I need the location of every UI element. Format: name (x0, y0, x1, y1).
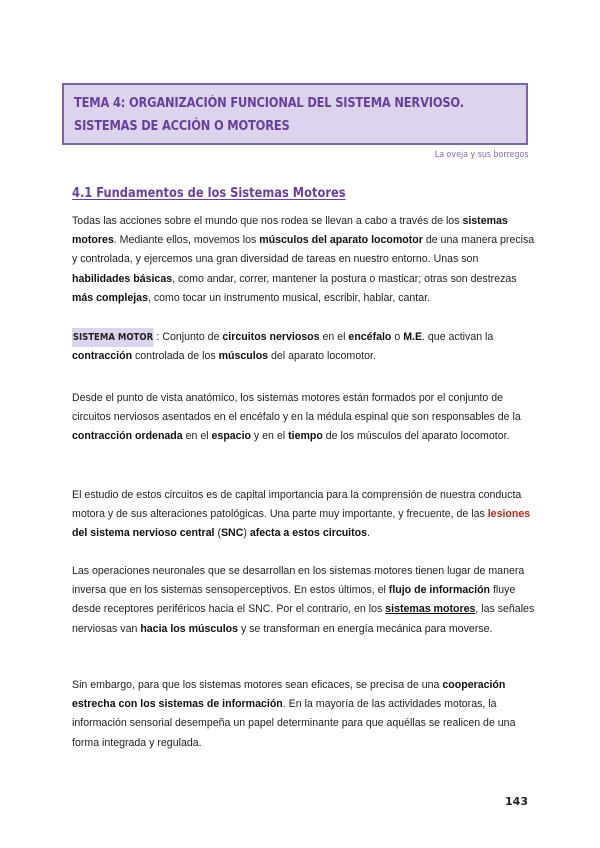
chapter-title-box (62, 83, 528, 145)
bold-term: contracción (72, 350, 133, 363)
text-run: Desde el punto de vista anatómico, los sistemas motores están formados por el conjunto de circuitos nerviosos asentados en el encéfalo y en la médula espinal que son responsables de la (72, 392, 521, 424)
bold-term: SNC (220, 527, 244, 540)
paragraph-definition (72, 328, 536, 366)
bold-term: afecta a estos circuitos (249, 527, 368, 540)
text-run: en el (182, 430, 212, 443)
text-run: , como andar, correr, mantener la postura o masticar; otras son destrezas (172, 272, 517, 285)
text-run: . Mediante ellos, movemos los (113, 234, 260, 247)
text-run: Las operaciones neuronales que se desarrollan en los sistemas motores tienen lugar de manera inversa que en los sistemas sensoperceptivos. En estos últimos, el (72, 565, 525, 597)
bold-term: músculos del aparato locomotor (259, 234, 423, 247)
bold-term: cooperación estrecha con los sistemas de información (72, 679, 506, 711)
text-run: : Conjunto de (156, 331, 223, 343)
underlined-bold-term: sistemas motores (385, 603, 476, 616)
text-run: fluye desde receptores periféricos hacia el SNC. Por el contrario, en los (72, 584, 516, 616)
text-run: en el (319, 331, 349, 343)
text-run: El estudio de estos circuitos es de capital importancia para la comprensión de nuestra conducta motora y de sus alteraciones patológicas. Una parte muy importante, y frecuente, de las (72, 489, 522, 521)
highlight-term-lesiones: lesiones (487, 508, 531, 521)
bold-term: circuitos nerviosos (222, 331, 320, 343)
section-heading: 4.1 Fundamentos de los Sistemas Motores (72, 186, 346, 201)
bold-term: hacia los músculos (140, 622, 239, 635)
paragraph-study (72, 486, 536, 544)
paragraph-operations (72, 562, 536, 639)
bold-term: del sistema nervioso central (72, 527, 215, 540)
text-run: . (367, 527, 370, 540)
text-run: ( (214, 527, 221, 540)
text-run: de los músculos del aparato locomotor. (322, 430, 510, 443)
bold-term: sistemas motores (72, 215, 508, 247)
paragraph-intro (72, 212, 536, 308)
author-credit: La oveja y sus borregos (434, 150, 528, 160)
bold-term: tiempo (288, 430, 323, 443)
bold-term: espacio (211, 430, 251, 443)
text-run: . que activan la (422, 331, 494, 343)
bold-term: encéfalo (348, 331, 392, 343)
text-run: Sin embargo, para que los sistemas motores sean eficaces, se precisa de una (72, 679, 443, 691)
text-run: y en el (250, 430, 289, 443)
bold-term: M.E (403, 331, 423, 343)
text-run: del aparato locomotor. (268, 350, 376, 363)
bold-term: más complejas (72, 291, 148, 304)
text-run: , las señales nerviosas van (72, 603, 535, 635)
paragraph-anatomy (72, 389, 536, 447)
text-run: de una manera precisa y controlada, y ejercemos una gran diversidad de tareas en nuestro entorno. Unas son (72, 234, 535, 266)
text-run: ) (243, 527, 250, 540)
text-run: , como tocar un instrumento musical, escribir, hablar, cantar. (147, 291, 431, 304)
bold-term: flujo de información (388, 584, 491, 597)
bold-term: contracción ordenada (72, 430, 183, 443)
bold-term: habilidades básicas (72, 272, 173, 285)
paragraph-cooperation (72, 676, 536, 753)
text-run: Todas las acciones sobre el mundo que nos rodea se llevan a cabo a través de los (72, 215, 463, 227)
text-run: y se transforman en energía mecánica para moverse. (238, 622, 493, 635)
text-run: . En la mayoría de las actividades motoras, la información sensorial desempeña un papel determinante para que aquéllas se realicen de una forma integrada y regulada. (72, 698, 516, 749)
page-number: 143 (505, 795, 528, 808)
bold-term: músculos (218, 350, 269, 363)
chapter-title: TEMA 4: ORGANIZACIÓN FUNCIONAL DEL SISTEMA NERVIOSO. SISTEMAS DE ACCIÓN O MOTORES (74, 96, 464, 134)
text-run: controlada de los (132, 350, 219, 363)
definition-label: SISTEMA MOTOR (72, 328, 154, 347)
text-run: o (391, 331, 404, 343)
